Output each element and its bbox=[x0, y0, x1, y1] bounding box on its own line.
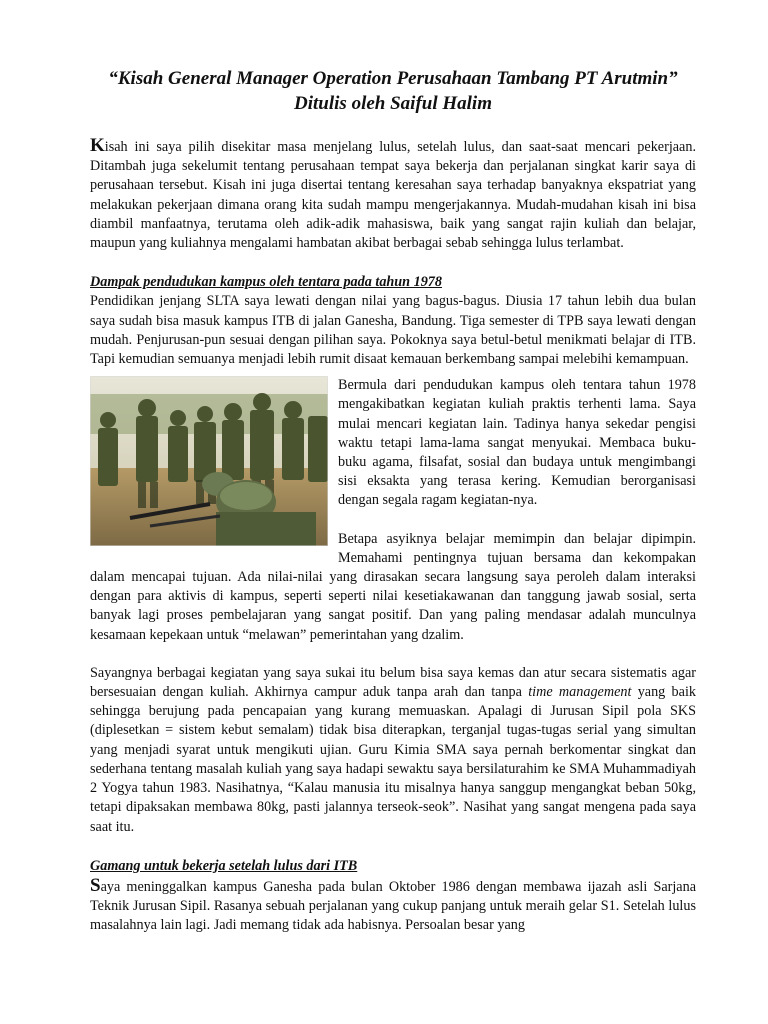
section2-dropcap: S bbox=[90, 874, 101, 896]
intro-dropcap: K bbox=[90, 135, 105, 156]
document-title bbox=[90, 66, 696, 116]
section2-heading: Gamang untuk bekerja setelah lulus dari ITB bbox=[90, 857, 358, 874]
section2-text: aya meninggalkan kampus Ganesha pada bulan Oktober 1986 dengan membawa ijazah asli Sarjana Teknik Jurusan Sipil. Rasanya sebuah perjalanan yang cukup panjang untuk meraih gelar S1. Setelah lulus masalahnya lain lagi. Jadi memang tidak ada habisnya. Persoalan besar yang bbox=[90, 878, 696, 934]
intro-paragraph bbox=[90, 136, 696, 253]
intro-text: isah ini saya pilih disekitar masa menjelang lulus, setelah lulus, dan saat-saat mencari pekerjaan. Ditambah juga sekelumit tentang perusahaan tempat saya bekerja dan perjalanan singkat karir saya di perusahaan tersebut. Kisah ini juga disertai tentang keresahan saya terhadap banyaknya ekspatriat yang melakukan pekerjaan dimana orang kita sudah mampu mengerjakannya. Mudah-mudahan kisah ini bisa diambil manfaatnya, terutama oleh adik-adik mahasiswa, baik yang sangat rajin kuliah dan belajar, maupun yang kuliahnya mengalami hambatan akibat berbagai sebab sehingga lulus terlambat. bbox=[90, 139, 696, 252]
section2-paragraph bbox=[90, 876, 696, 936]
soldiers-photo bbox=[90, 376, 328, 546]
p4-text-after: yang baik sehingga berujung pada pencapaian yang kurang memuaskan. Apalagi di Jurusan Sipil pola SKS (diplesetkan = sistem kebut semalam) tidak bisa diterapkan, terganjal tugas-tugas serial yang simultan yang menjadi syarat untuk mengikuti ujian. Guru Kimia SMA saya pernah berkomentar singkat dan sederhana tentang masalah kuliah yang saya hadapi sewaktu saya bersilaturahim ke SMA Muhammadiyah 2 Yogya tahun 1983. Nasihatnya, “Kalau manusia itu misalnya hanya sanggup mengangkat beban 50kg, tetapi dipaksakan membawa 80kg, pasti jalannya terseok-seok”. Nasihat yang sangat mengena pada saya saat itu. bbox=[90, 684, 696, 835]
section1-heading: Dampak pendudukan kampus oleh tentara pada tahun 1978 bbox=[90, 274, 442, 291]
p4-emphasis: time management bbox=[528, 684, 632, 701]
section1-paragraph-3: Betapa asyiknya belajar memimpin dan belajar dipimpin. Memahami pentingnya tujuan bersama dan kekompakan dalam mencapai tujuan. Ada nilai-nilai yang dirasakan secara langsung saya peroleh dalam interaksi dengan para aktivis di kampus, seperti seperti nilai kesetiakawanan dan tanggung jawab sosial, serta banyak lagi proses pembelajaran yang sangat positif. Dan yang paling mendasar adalah munculnya kesamaan kepekaan untuk “melawan” pemerintahan yang dzalim. bbox=[90, 530, 696, 643]
photo-text-wrap bbox=[90, 376, 696, 645]
section1-paragraph-1: Pendidikan jenjang SLTA saya lewati dengan nilai yang bagus-bagus. Diusia 17 tahun lebih dua bulan saya sudah bisa masuk kampus ITB di jalan Ganesha, Bandung. Tiga semester di TPB saya lewati dengan mudah. Penjurusan-pun sesuai dengan pilihan saya. Pokoknya saya betul-betul menikmati belajar di ITB. Tapi kemudian semuanya menjadi lebih rumit disaat kemauan berkembang sampai melebihi kemampuan. bbox=[90, 293, 696, 368]
document-page bbox=[90, 66, 696, 936]
section1-paragraph-2: Bermula dari pendudukan kampus oleh tentara tahun 1978 mengakibatkan kegiatan kuliah praktis terhenti lama. Saya mulai mencari kegiatan lain. Tadinya hanya sekedar pengisi waktu tetapi lama-lama sangat menyukai. Membaca buku-buku agama, filsafat, sosial dan budaya untuk mengimbangi sisi eksakta yang terasa kering. Kemudian berorganisasi dengan segala ragam kegiatan-nya. bbox=[338, 377, 696, 509]
title-line-2: Ditulis oleh Saiful Halim bbox=[294, 93, 492, 114]
section1-paragraph-4 bbox=[90, 664, 696, 837]
title-line-1: “Kisah General Manager Operation Perusahaan Tambang PT Arutmin” bbox=[108, 68, 678, 89]
p4-text-before: Sayangnya berbagai kegiatan yang saya sukai itu belum bisa saya kemas dan atur secara sistematis agar bersesuaian dengan kuliah. Akhirnya campur aduk tanpa arah dan tanpa bbox=[90, 664, 696, 701]
